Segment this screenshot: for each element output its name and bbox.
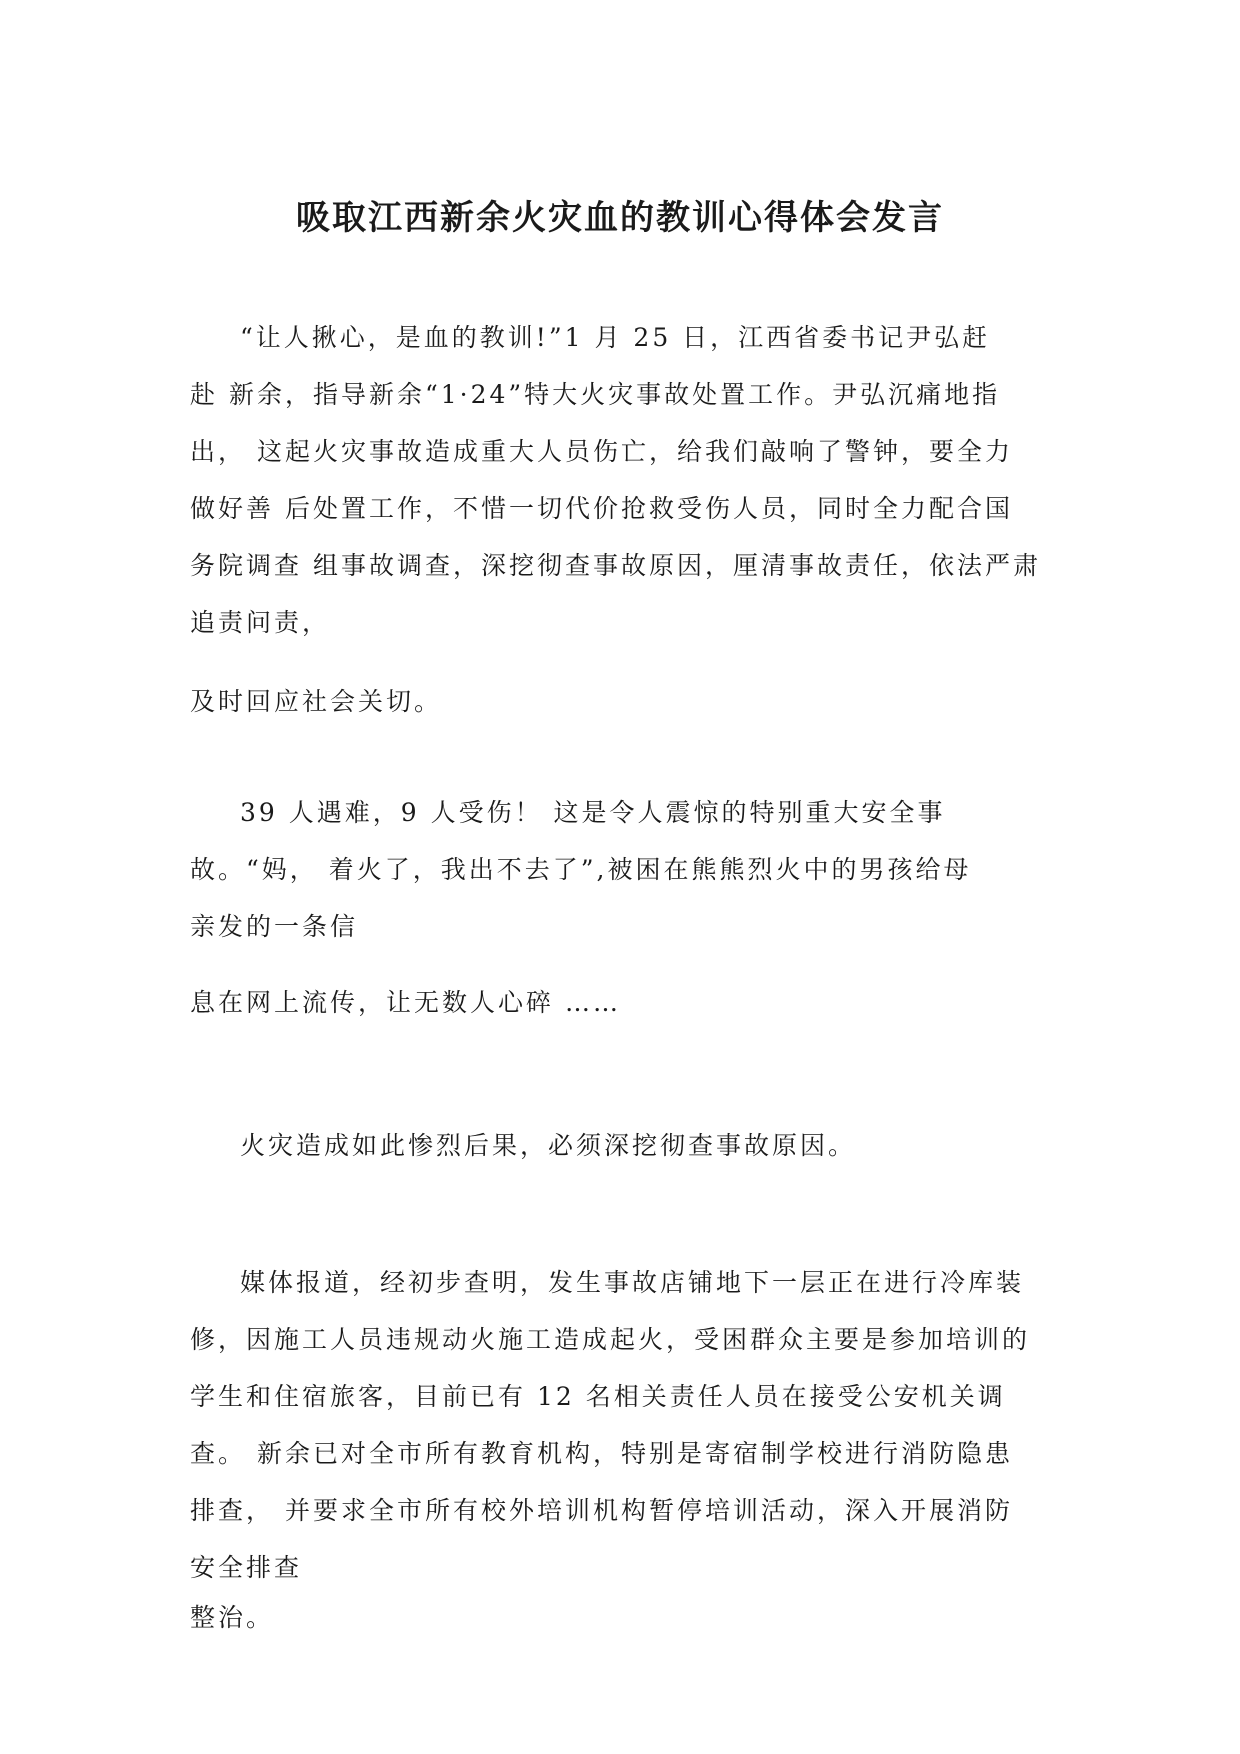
paragraph-1: [190, 309, 1060, 651]
paragraph-line: 查。 新余已对全市所有教育机构，特别是寄宿制学校进行消防隐患: [190, 1439, 1013, 1468]
paragraph-line: 故。“妈， 着火了，我出不去了”,被困在熊熊烈火中的男孩给母: [190, 855, 972, 884]
paragraph-1-continuation: [190, 673, 1060, 730]
paragraph-line: 及时回应社会关切。: [190, 687, 443, 716]
paragraph-line: 修，因施工人员违规动火施工造成起火，受困群众主要是参加培训的: [190, 1325, 1031, 1354]
paragraph-line: 学生和住宿旅客，目前已有 12 名相关责任人员在接受公安机关调: [190, 1382, 1006, 1411]
paragraph-line: 做好善 后处置工作，不惜一切代价抢救受伤人员，同时全力配合国: [190, 494, 1013, 523]
paragraph-line: 火灾造成如此惨烈后果，必须深挖彻查事故原因。: [240, 1131, 857, 1160]
paragraph-4: [190, 1254, 1060, 1596]
paragraph-line: 亲发的一条信: [190, 912, 359, 941]
paragraph-line: 安全排查: [190, 1553, 303, 1582]
document-title: 吸取江西新余火灾血的教训心得体会发言: [296, 198, 944, 238]
paragraph-line: “让人揪心，是血的教训!”1 月 25 日，江西省委书记尹弘赶: [240, 323, 991, 352]
paragraph-3: [190, 1117, 1060, 1174]
paragraph-line: 媒体报道，经初步查明，发生事故店铺地下一层正在进行冷库装: [240, 1268, 1025, 1297]
paragraph-line: 追责问责，: [190, 608, 331, 637]
paragraph-line: 整治。: [190, 1603, 275, 1632]
paragraph-line: 务院调查 组事故调查，深挖彻查事故原因，厘清事故责任，依法严肃: [190, 551, 1041, 580]
paragraph-2-continuation: [190, 974, 1060, 1031]
paragraph-2: [190, 784, 1060, 955]
paragraph-4-continuation: [190, 1589, 1060, 1646]
paragraph-line: 息在网上流传，让无数人心碎 ……: [190, 988, 621, 1017]
paragraph-line: 39 人遇难，9 人受伤！ 这是令人震惊的特别重大安全事: [240, 798, 946, 827]
paragraph-line: 排查， 并要求全市所有校外培训机构暂停培训活动，深入开展消防: [190, 1496, 1013, 1525]
paragraph-line: 赴 新余，指导新余“1·24”特大火灾事故处置工作。尹弘沉痛地指: [190, 380, 1001, 409]
paragraph-line: 出， 这起火灾事故造成重大人员伤亡，给我们敲响了警钟，要全力: [190, 437, 1013, 466]
